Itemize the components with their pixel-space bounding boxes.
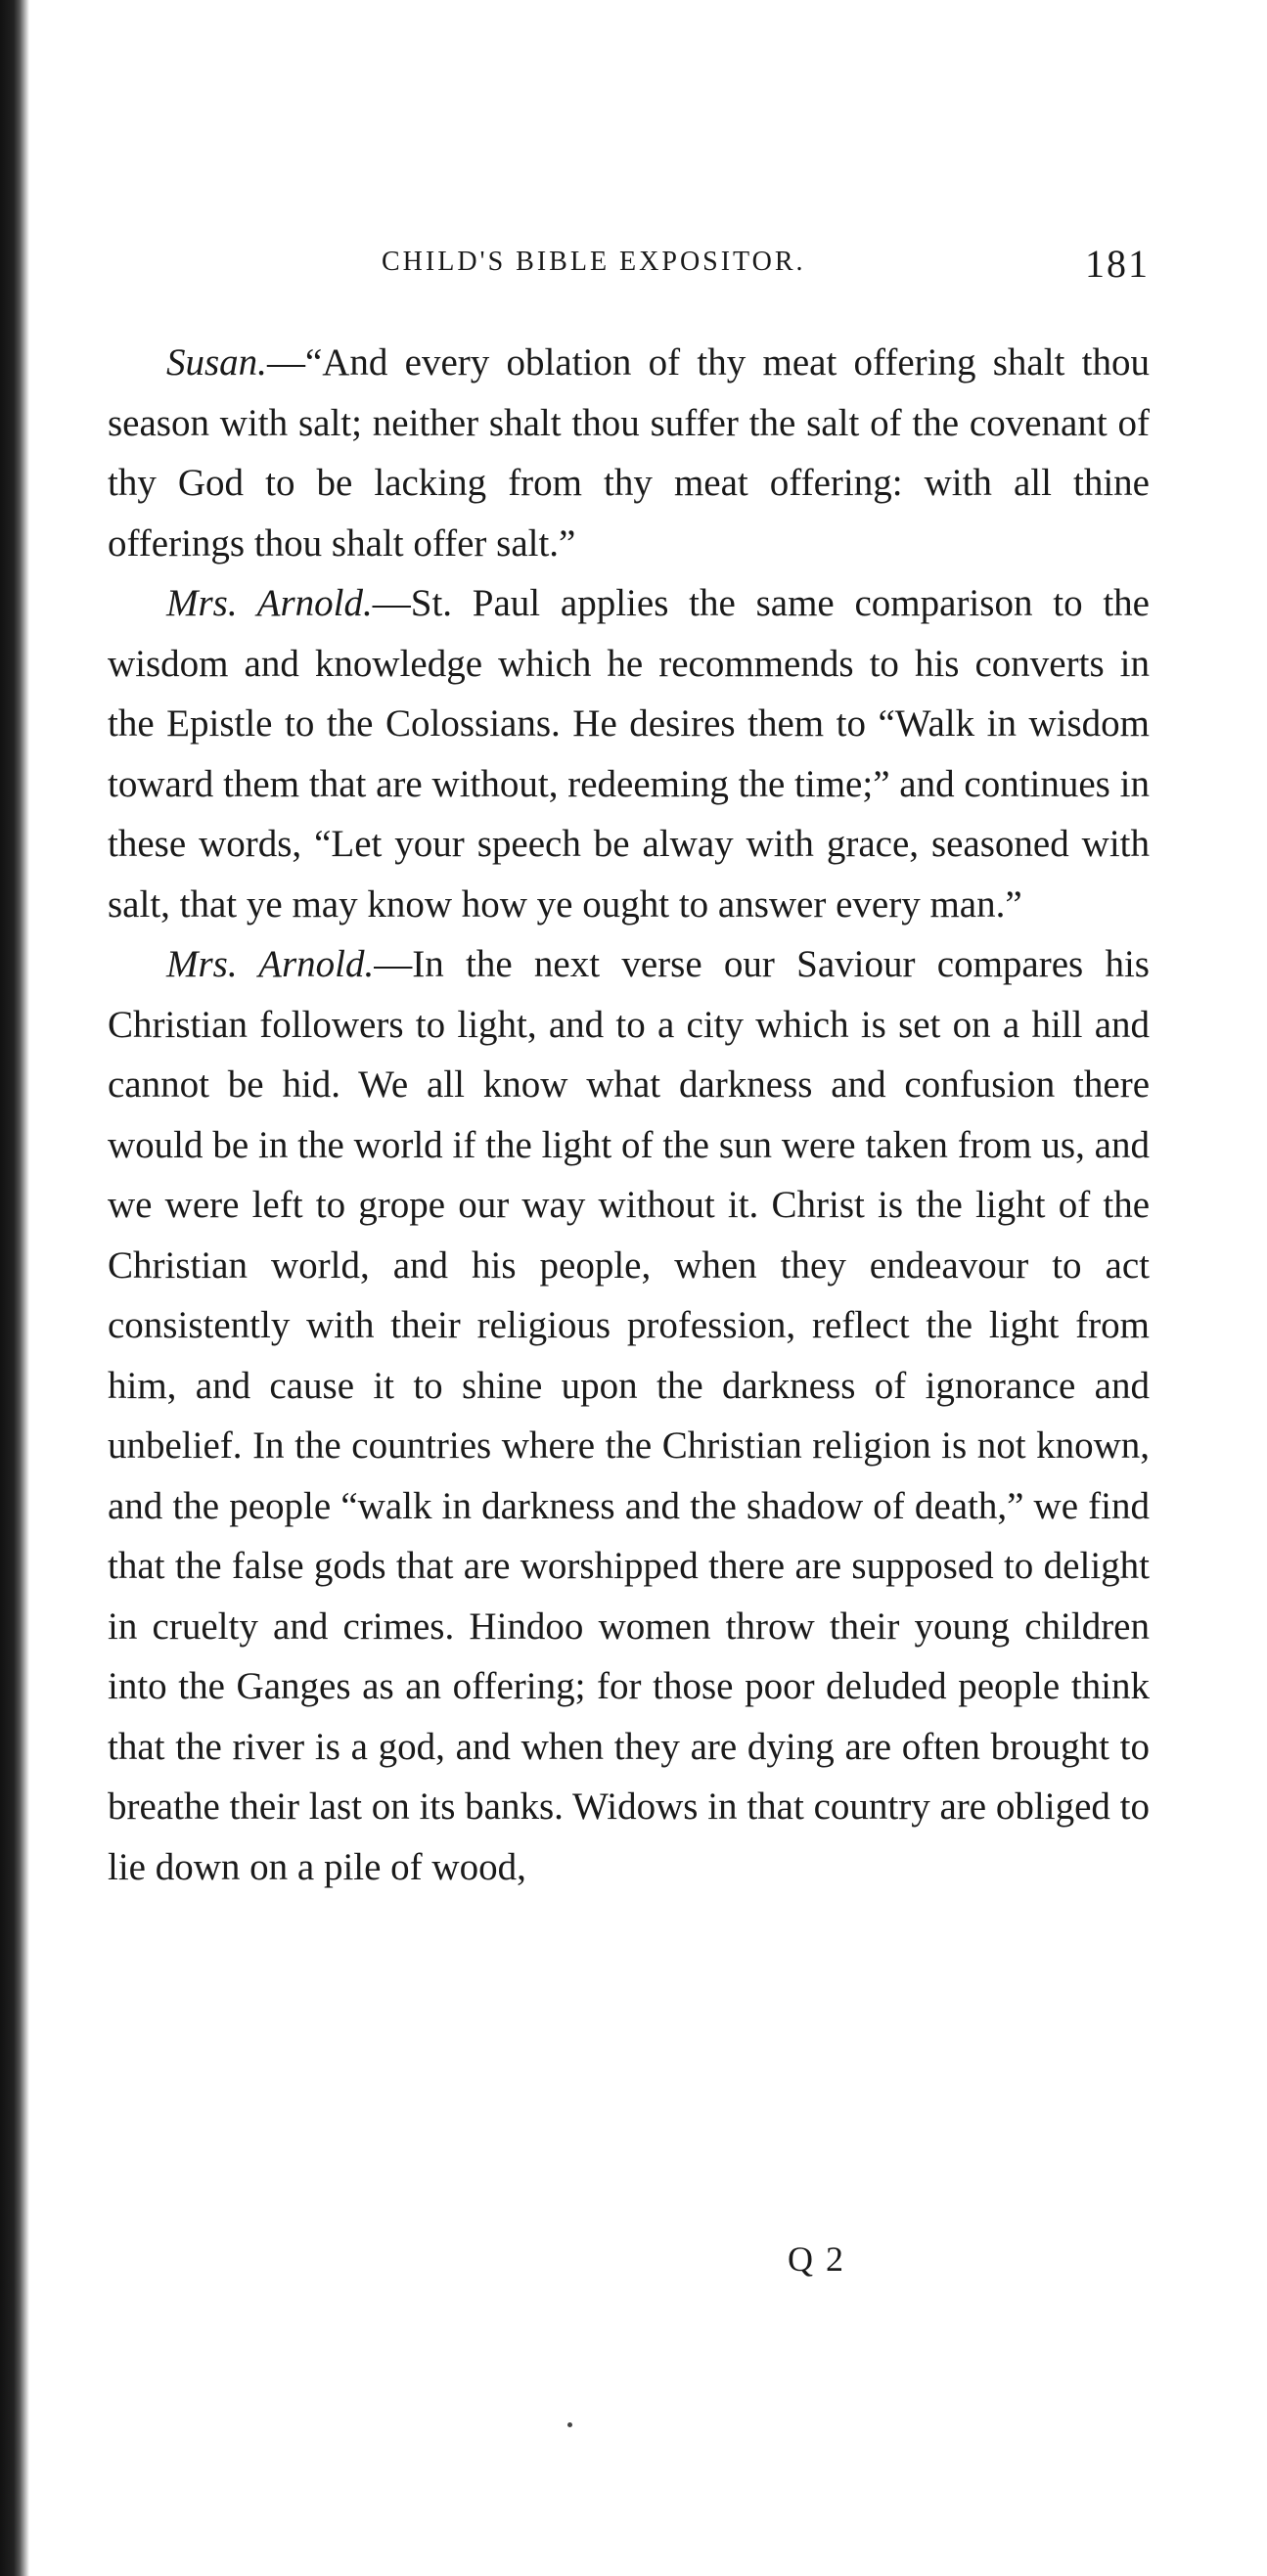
ink-speck	[567, 2422, 572, 2427]
paragraph-text: —St. Paul applies the same comparison to the wisdom and knowledge which he recommends to his converts in the Epistle to the Colossians. He desires them to “Walk in wisdom toward them that are without, redeeming the time;” and continues in these words, “Let your speech be alway with grace, seasoned with salt, that ye may know how ye ought to answer every man.”	[108, 582, 1150, 926]
speaker-name: Susan.	[166, 341, 267, 384]
speaker-name: Mrs. Arnold.	[166, 943, 375, 985]
running-title: CHILD'S BIBLE EXPOSITOR.	[382, 247, 806, 277]
signature-mark: Q 2	[788, 2239, 845, 2279]
paragraph-text: —“And every oblation of thy meat offering shalt thou season with salt; neither shalt thou suffer the salt of the covenant of thy God to be lacking from thy meat offering: with all thine offerings thou shalt offer salt.”	[108, 341, 1150, 565]
speaker-name: Mrs. Arnold.	[166, 582, 373, 624]
page-gutter-edge	[0, 0, 29, 2576]
body-text	[108, 333, 1150, 1897]
paragraph-susan	[108, 333, 1150, 573]
paragraph-text: —In the next verse our Saviour compares his Christian followers to light, and to a city which is set on a hill and cannot be hid. We all know what darkness and confusion there would be in the world if the light of the sun were taken from us, and we were left to grope our way without it. Christ is the light of the Christian world, and his people, when they endeavour to act consistently with their religious profession, reflect the light from him, and cause it to shine upon the darkness of ignorance and unbelief. In the countries where the Christian religion is not known, and the people “walk in darkness and the shadow of death,” we find that the false gods that are worshipped there are supposed to delight in cruelty and crimes. Hindoo women throw their young children into the Ganges as an offering; for those poor deluded people think that the river is a god, and when they are dying are often brought to breathe their last on its banks. Widows in that country are obliged to lie down on a pile of wood,	[108, 943, 1150, 1888]
paragraph-mrs-arnold-2	[108, 934, 1150, 1897]
running-header	[108, 242, 1150, 305]
page-number: 181	[1085, 242, 1150, 286]
paragraph-mrs-arnold-1	[108, 573, 1150, 934]
